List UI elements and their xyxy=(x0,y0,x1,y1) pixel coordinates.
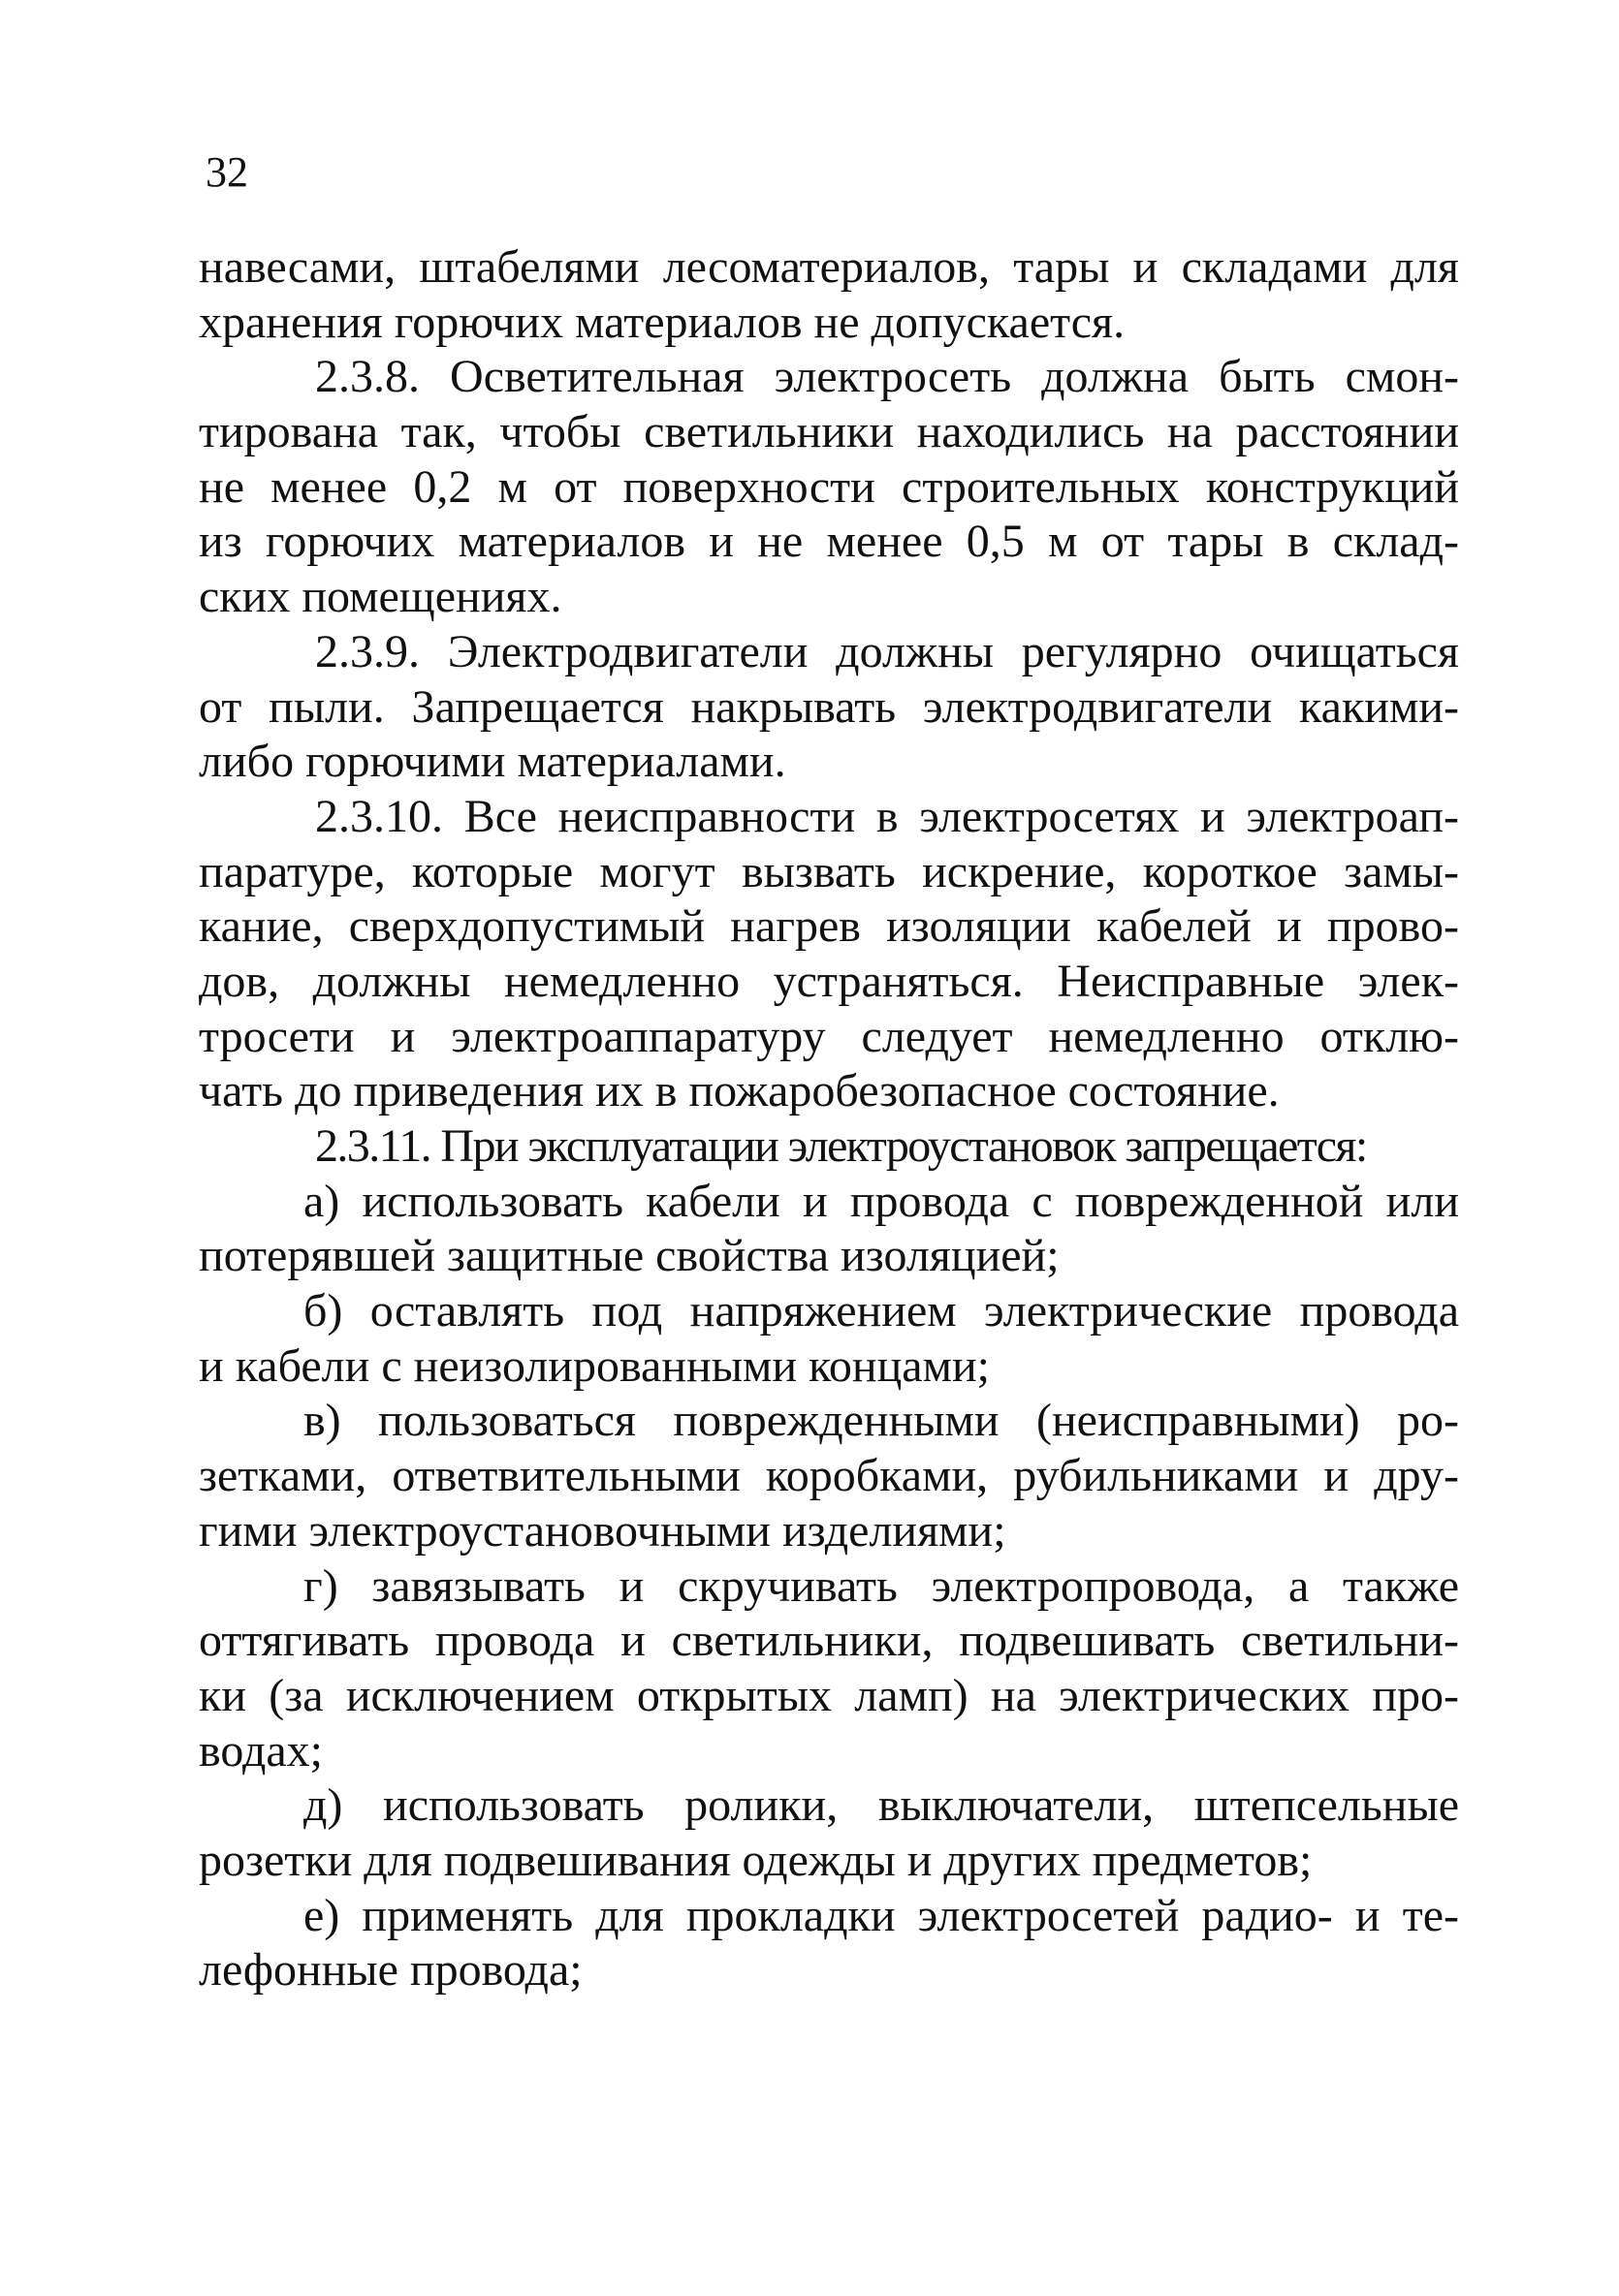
text-line: 2.3.11. При эксплуатации электроустановок запрещается: xyxy=(315,1120,1367,1172)
text-line: и кабели с неизолированными концами; xyxy=(199,1339,990,1392)
text-line: от пыли. Запрещается накрывать электродвигатели какими- xyxy=(199,680,1459,733)
text-line: не менее 0,2 м от поверхности строительных конструкций xyxy=(199,460,1459,513)
text-line: б) оставлять под напряжением электрические провода xyxy=(303,1285,1459,1337)
text-line: потерявшей защитные свойства изоляцией; xyxy=(199,1230,1060,1282)
page-number: 32 xyxy=(206,148,248,196)
text-line: в) пользоваться поврежденными (неисправными) ро- xyxy=(303,1395,1459,1447)
text-line: 2.3.8. Осветительная электросеть должна быть смон- xyxy=(315,351,1459,403)
text-line: дов, должны немедленно устраняться. Неисправные элек- xyxy=(199,955,1459,1007)
text-line: д) использовать ролики, выключатели, штепсельные xyxy=(303,1779,1459,1832)
text-line: ки (за исключением открытых ламп) на электрических про- xyxy=(199,1669,1459,1721)
text-line: паратуре, которые могут вызвать искрение, короткое замы- xyxy=(199,845,1459,897)
document-body xyxy=(199,240,1459,1998)
text-line: ских помещениях. xyxy=(199,571,562,623)
text-line: хранения горючих материалов не допускается. xyxy=(199,296,1126,348)
text-line: г) завязывать и скручивать электропровода, а также xyxy=(303,1559,1459,1612)
text-line: лефонные провода; xyxy=(199,1944,583,1997)
text-line: розетки для подвешивания одежды и других предметов; xyxy=(199,1834,1313,1886)
text-line: 2.3.9. Электродвигатели должны регулярно очищаться xyxy=(315,625,1459,677)
text-line: е) применять для прокладки электросетей радио- и те- xyxy=(303,1889,1459,1941)
text-line: тросети и электроаппаратуру следует немедленно отклю- xyxy=(199,1010,1459,1062)
text-line: навесами, штабелями лесоматериалов, тары и складами для xyxy=(199,241,1459,293)
text-line: зетками, ответвительными коробками, рубильниками и дру- xyxy=(199,1450,1459,1502)
text-line: из горючих материалов и не менее 0,5 м от тары в склад- xyxy=(199,516,1459,568)
text-line: тирована так, чтобы светильники находились на расстоянии xyxy=(199,406,1459,458)
text-line: 2.3.10. Все неисправности в электросетях и электроап- xyxy=(315,790,1459,842)
text-line: оттягивать провода и светильники, подвешивать светильни- xyxy=(199,1615,1459,1667)
text-line: а) использовать кабели и провода с поврежденной или xyxy=(303,1175,1459,1227)
text-line: водах; xyxy=(199,1724,324,1777)
text-line: либо горючими материалами. xyxy=(199,736,786,788)
text-line: гими электроустановочными изделиями; xyxy=(199,1504,1006,1557)
text-line: чать до приведения их в пожаробезопасное состояние. xyxy=(199,1065,1280,1117)
text-line: кание, сверхдопустимый нагрев изоляции кабелей и прово- xyxy=(199,900,1459,953)
